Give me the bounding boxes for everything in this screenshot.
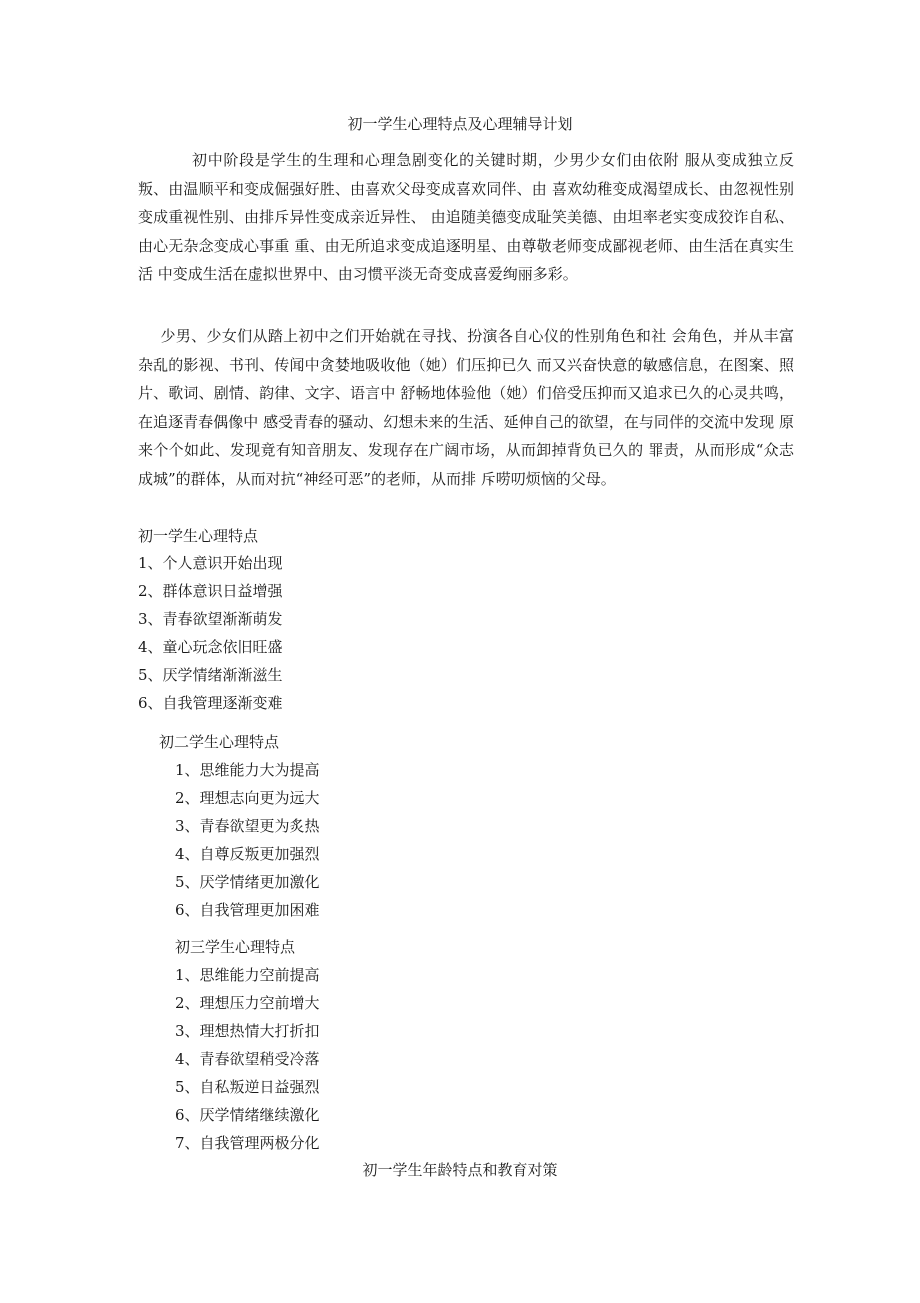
grade1-heading: 初一学生心理特点 bbox=[138, 527, 259, 545]
list-item: 4、青春欲望稍受冷落 bbox=[175, 1050, 320, 1068]
section-title: 初一学生年龄特点和教育对策 bbox=[362, 1161, 558, 1179]
grade1-list bbox=[138, 553, 283, 721]
list-item: 6、厌学情绪继续激化 bbox=[175, 1106, 320, 1124]
list-item: 2、群体意识日益增强 bbox=[138, 582, 283, 600]
page-title: 初一学生心理特点及心理辅导计划 bbox=[347, 115, 573, 133]
list-item: 1、个人意识开始出现 bbox=[138, 554, 283, 572]
list-item: 3、青春欲望渐渐萌发 bbox=[138, 610, 283, 628]
list-item: 5、自私叛逆日益强烈 bbox=[175, 1078, 320, 1096]
list-item: 2、理想压力空前增大 bbox=[175, 994, 320, 1012]
body-paragraph: 少男、少女们从踏上初中之们开始就在寻找、扮演各自心仪的性别角色和社 会角色，并从丰富杂乱的影视、书刊、传闻中贪婪地吸收他（她）们压抑已久 而又兴奋快意的敏感信息，在图案、照片、歌词、剧情、韵律、文字、语言中 舒畅地体验他（她）们倍受压抑而又追求已久的心灵共鸣，在追逐青春偶像中 感受青春的骚动、幻想未来的生活、延伸自己的欲望，在与同伴的交流中发现 原来个个如此、发现竟有知音朋友、发现存在广阔市场，从而卸掉背负已久的 罪责，从而形成“众志成城”的群体，从而对抗“神经可恶”的老师，从而排 斥唠叨烦恼的父母。 bbox=[138, 327, 794, 488]
intro-paragraph: 初中阶段是学生的生理和心理急剧变化的关键时期，少男少女们由依附 服从变成独立反叛、由温顺平和变成倔强好胜、由喜欢父母变成喜欢同伴、由 喜欢幼稚变成渴望成长、由忽视性别变成重视性别、由排斥异性变成亲近异性、 由追随美德变成耻笑美德、由坦率老实变成狡诈自私、由心无杂念变成心事重 重、由无所追求变成追逐明星、由尊敬老师变成鄙视老师、由生活在真实生活 中变成生活在虚拟世界中、由习惯平淡无奇变成喜爱绚丽多彩。 bbox=[138, 151, 794, 284]
list-item: 6、自我管理更加困难 bbox=[175, 901, 320, 919]
list-item: 2、理想志向更为远大 bbox=[175, 789, 320, 807]
list-item: 7、自我管理两极分化 bbox=[175, 1134, 320, 1152]
grade2-list bbox=[175, 760, 320, 928]
list-item: 4、自尊反叛更加强烈 bbox=[175, 845, 320, 863]
list-item: 1、思维能力大为提高 bbox=[175, 761, 320, 779]
list-item: 5、厌学情绪更加激化 bbox=[175, 873, 320, 891]
list-item: 1、思维能力空前提高 bbox=[175, 966, 320, 984]
grade3-list bbox=[175, 965, 320, 1161]
grade2-heading: 初二学生心理特点 bbox=[159, 733, 280, 751]
list-item: 6、自我管理逐渐变难 bbox=[138, 694, 283, 712]
list-item: 4、童心玩念依旧旺盛 bbox=[138, 638, 283, 656]
list-item: 5、厌学情绪渐渐滋生 bbox=[138, 666, 283, 684]
list-item: 3、青春欲望更为炙热 bbox=[175, 817, 320, 835]
grade3-heading: 初三学生心理特点 bbox=[175, 938, 296, 956]
list-item: 3、理想热情大打折扣 bbox=[175, 1022, 320, 1040]
